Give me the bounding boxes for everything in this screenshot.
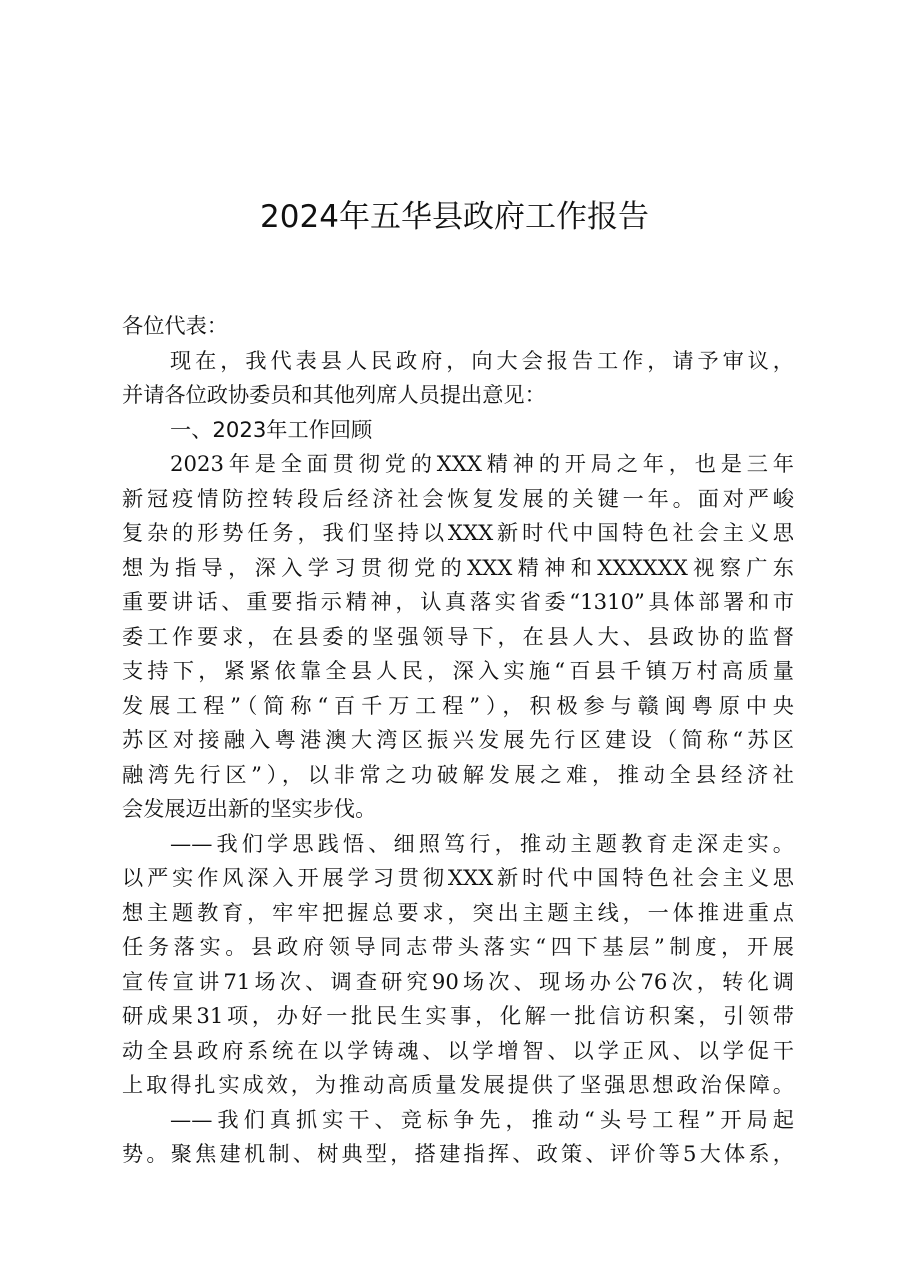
paragraph-line: 各位代表： bbox=[122, 313, 228, 338]
document-body bbox=[122, 309, 794, 1172]
paragraph-line: 2023年是全面贯彻党的XXX精神的开局之年，也是三年 bbox=[170, 451, 794, 476]
paragraph-line: 委工作要求，在县委的坚强领导下，在县人大、县政协的监督 bbox=[122, 623, 794, 649]
document-title: 2024年五华县政府工作报告 bbox=[260, 199, 649, 235]
paragraph-line: 想主题教育，牢牢把握总要求，突出主题主线，一体推进重点 bbox=[122, 899, 794, 925]
paragraph-line: 并请各位政协委员和其他列席人员提出意见： bbox=[122, 382, 546, 407]
paragraph-line: 复杂的形势任务，我们坚持以XXX新时代中国特色社会主义思 bbox=[122, 520, 794, 545]
paragraph-line: 发展工程”（简称“百千万工程”），积极参与赣闽粤原中央 bbox=[122, 692, 794, 718]
paragraph-line: 势。聚焦建机制、树典型，搭建指挥、政策、评价等5大体系， bbox=[122, 1141, 794, 1166]
paragraph-line: 苏区对接融入粤港澳大湾区振兴发展先行区建设（简称“苏区 bbox=[122, 727, 794, 752]
paragraph-line: 宣传宣讲71场次、调查研究90场次、现场办公76次，转化调 bbox=[122, 968, 794, 994]
paragraph-line: 以严实作风深入开展学习贯彻XXX新时代中国特色社会主义思 bbox=[122, 865, 794, 890]
paragraph-line: 新冠疫情防控转段后经济社会恢复发展的关键一年。面对严峻 bbox=[122, 485, 794, 511]
paragraph-line: 重要讲话、重要指示精神，认真落实省委“1310”具体部署和市 bbox=[122, 589, 794, 614]
section-heading: 一、2023年工作回顾 bbox=[170, 416, 373, 442]
paragraph-line: ——我们学思践悟、细照笃行，推动主题教育走深走实。 bbox=[170, 830, 794, 856]
paragraph-line: 支持下，紧紧依靠全县人民，深入实施“百县千镇万村高质量 bbox=[122, 658, 794, 683]
paragraph-line: 动全县政府系统在以学铸魂、以学增智、以学正风、以学促干 bbox=[122, 1037, 794, 1063]
paragraph-line: 上取得扎实成效，为推动高质量发展提供了坚强思想政治保障。 bbox=[122, 1072, 794, 1097]
paragraph-line: 会发展迈出新的坚实步伐。 bbox=[122, 796, 377, 821]
paragraph-line: 融湾先行区”），以非常之功破解发展之难，推动全县经济社 bbox=[122, 761, 794, 787]
paragraph-line: 现在，我代表县人民政府，向大会报告工作，请予审议， bbox=[170, 347, 794, 373]
paragraph-line: 想为指导，深入学习贯彻党的XXX精神和XXXXXX视察广东 bbox=[122, 554, 794, 580]
paragraph-line: ——我们真抓实干、竞标争先，推动“头号工程”开局起 bbox=[170, 1106, 794, 1132]
paragraph-line: 研成果31项，办好一批民生实事，化解一批信访积案，引领带 bbox=[122, 1003, 794, 1028]
paragraph-line: 任务落实。县政府领导同志带头落实“四下基层”制度，开展 bbox=[122, 934, 794, 959]
